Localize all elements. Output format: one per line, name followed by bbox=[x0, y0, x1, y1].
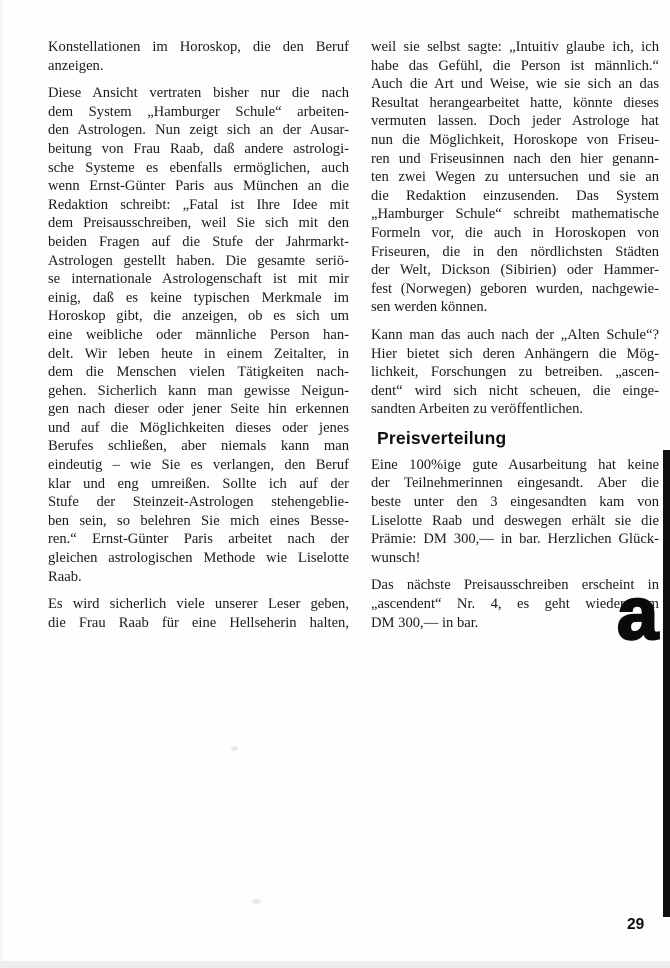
text-line: den Astrologen. Nun zeigt sich an der Ausar- bbox=[48, 122, 349, 139]
text-line: weil sie selbst sagte: „Intuitiv glaube ich, ich bbox=[371, 39, 659, 55]
text-line: Eine 100%ige gute Ausarbeitung hat keine bbox=[371, 456, 659, 473]
text-line: Konstellationen im Horoskop, die den Beruf bbox=[48, 39, 349, 55]
text-line: ben sein, so belehren Sie mich eines Besse- bbox=[48, 512, 349, 529]
text-line: gehen. Sicherlich kann man gewisse Neigun- bbox=[48, 382, 349, 399]
text-line: dem die Menschen vielen Tätigkeiten nach- bbox=[48, 364, 349, 381]
scan-edge-left bbox=[0, 0, 6, 968]
text-line: beste unter den 3 eingesandten kam von bbox=[371, 494, 659, 511]
text-line: anzeigen. bbox=[48, 57, 104, 74]
text-line: Es wird sicherlich viele unserer Leser geben, bbox=[48, 596, 349, 613]
section-heading: Preisverteilung bbox=[377, 427, 507, 448]
ascendent-logo: a bbox=[617, 572, 659, 655]
text-line: Redaktion schreibt: „Fatal ist Ihre Idee mit bbox=[48, 196, 349, 213]
text-line: Friseuren, die in den nördlichsten Städten bbox=[371, 243, 659, 260]
text-line: ren.“ Ernst-Günter Paris arbeitet nach der bbox=[48, 531, 349, 548]
text-line: Astrologen gestellt haben. Die gesamte seriö- bbox=[48, 252, 349, 269]
text-line: sen werden können. bbox=[371, 299, 488, 316]
text-line: lichkeit, Forschungen zu betreiben. „ascen- bbox=[371, 364, 659, 381]
text-line: klar und eng umreißen. Sollte ich auf der bbox=[48, 475, 349, 492]
text-line: Auch die Art und Weise, wie sie sich an das bbox=[371, 76, 659, 93]
scan-edge-bar bbox=[663, 450, 670, 917]
text-line: Resultat herangearbeitet hatte, könnte dieses bbox=[371, 94, 659, 111]
text-line: sche Systeme es ebenfalls ermöglichen, auch bbox=[48, 159, 349, 176]
paragraph bbox=[371, 456, 659, 568]
text-line: Raab. bbox=[48, 568, 82, 585]
paper-speck bbox=[252, 899, 261, 904]
text-line: Horoskop gibt, die anzeigen, ob es sich um bbox=[48, 308, 349, 325]
text-line: Liselotte Raab und deswegen erhält sie die bbox=[371, 512, 659, 529]
text-line: vermuten lassen. Doch jeder Astrologe hat bbox=[371, 113, 659, 130]
text-line: Hier bietet sich deren Anhängern die Mög- bbox=[371, 345, 659, 362]
text-line: „ascendent“ Nr. 4, es geht wieder um bbox=[371, 596, 659, 613]
text-line: dem Preisausschreiben, weil Sie sich mit den bbox=[48, 215, 349, 232]
text-line: wenn Ernst-Günter Paris aus München an die bbox=[48, 178, 349, 195]
text-line: habe das Gefühl, die Person ist männlich.“ bbox=[371, 57, 659, 74]
text-line: eine weibliche oder männliche Person han- bbox=[48, 326, 349, 343]
text-line: Formeln vor, die auch in Horoskopen von bbox=[371, 224, 659, 241]
text-column-left bbox=[48, 38, 349, 641]
text-line: Das nächste Preisausschreiben erscheint in bbox=[371, 577, 659, 594]
text-line: Berufes schließen, aber niemals kann man bbox=[48, 438, 349, 455]
text-line: gen nach dieser oder jener Seite hin erkennen bbox=[48, 401, 349, 418]
text-line: delt. Wir leben heute in einem Zeitalter, in bbox=[48, 345, 349, 362]
paragraph bbox=[371, 326, 659, 419]
text-line: einig, daß es keine typischen Merkmale im bbox=[48, 289, 349, 306]
text-line: Stufe der Steinzeit-Astrologen stehengeblie- bbox=[48, 494, 349, 511]
scan-edge-bottom bbox=[0, 961, 670, 968]
text-line: die Frau Raab für eine Hellseherin halten, bbox=[48, 614, 349, 631]
text-line: Kann man das auch nach der „Alten Schule“? bbox=[371, 326, 659, 343]
paragraph bbox=[48, 84, 349, 586]
text-line: Prämie: DM 300,— in bar. Herzlichen Glück- bbox=[371, 531, 659, 548]
text-line: dem System „Hamburger Schule“ arbeiten- bbox=[48, 103, 349, 120]
paragraph bbox=[48, 595, 349, 632]
text-line: die Redaktion einzusenden. Das System bbox=[371, 187, 659, 204]
text-line: der Welt, Dickson (Sibirien) oder Hammer- bbox=[371, 262, 659, 279]
text-line: fest (Norwegen) geboren wurden, nachgewie- bbox=[371, 280, 659, 297]
text-line: wunsch! bbox=[371, 549, 421, 566]
paragraph bbox=[371, 576, 659, 632]
text-line: eindeutig – wie Sie es verlangen, den Beruf bbox=[48, 457, 349, 474]
text-line: beiden Fragen auf die Stufe der Jahrmarkt- bbox=[48, 233, 349, 250]
page-number: 29 bbox=[627, 916, 645, 933]
text-line: und auf die Möglichkeiten dieses oder jenes bbox=[48, 419, 349, 436]
text-column-right bbox=[371, 38, 659, 641]
paper-speck bbox=[231, 746, 238, 751]
text-line: ren und Friseusinnen nach den hier genann- bbox=[371, 150, 659, 167]
text-line: beitung von Frau Raab, daß andere astrologi- bbox=[48, 140, 349, 157]
text-line: DM 300,— in bar. bbox=[371, 614, 479, 631]
text-line: Diese Ansicht vertraten bisher nur die nach bbox=[48, 85, 349, 102]
paragraph bbox=[371, 38, 659, 317]
text-line: dent“ wird sich nicht scheuen, die einge- bbox=[371, 382, 659, 399]
text-line: der Teilnehmerinnen eingesandt. Aber die bbox=[371, 475, 659, 492]
text-line: ten zwei Wegen zu untersuchen und sie an bbox=[371, 169, 659, 186]
text-line: se internationale Astrologenschaft ist mit mir bbox=[48, 271, 349, 288]
paragraph bbox=[48, 38, 349, 75]
text-line: sandten Arbeiten zu veröffentlichen. bbox=[371, 401, 584, 418]
text-line: „Hamburger Schule“ schreibt mathematische bbox=[371, 206, 659, 223]
text-line: nun die Möglichkeit, Horoskope von Friseu- bbox=[371, 131, 659, 148]
text-line: gleichen astrologischen Methode wie Liselotte bbox=[48, 550, 349, 567]
